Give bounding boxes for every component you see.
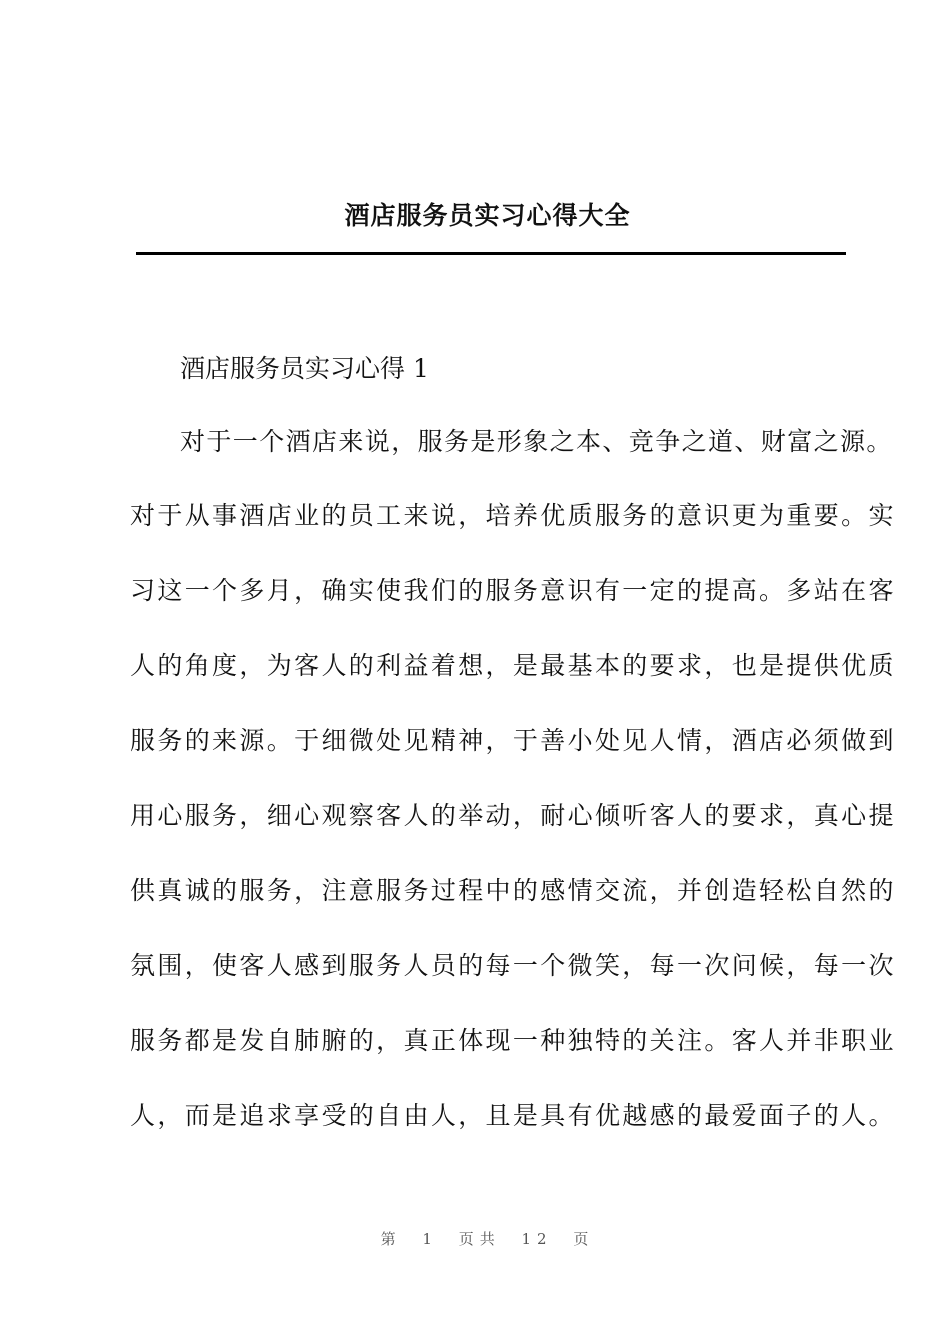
paragraph-line-3: 习这一个多月，确实使我们的服务意识有一定的提高。多站在客: [130, 576, 896, 605]
page-footer: 第 1 页共 12 页: [380, 1230, 595, 1248]
paragraph-line-7: 供真诚的服务，注意服务过程中的感情交流，并创造轻松自然的: [130, 876, 896, 905]
paragraph-line-4: 人的角度，为客人的利益着想，是最基本的要求，也是提供优质: [130, 651, 896, 680]
paragraph-line-2: 对于从事酒店业的员工来说，培养优质服务的意识更为重要。实: [130, 501, 896, 530]
paragraph-line-10: 人，而是追求享受的自由人，且是具有优越感的最爱面子的人。: [130, 1101, 896, 1130]
section-heading: 酒店服务员实习心得 1: [180, 354, 429, 383]
paragraph-line-5: 服务的来源。于细微处见精神，于善小处见人情，酒店必须做到: [130, 726, 896, 755]
document-title: 酒店服务员实习心得大全: [344, 201, 631, 230]
paragraph-line-6: 用心服务，细心观察客人的举动，耐心倾听客人的要求，真心提: [130, 801, 896, 830]
paragraph-line-1: 对于一个酒店来说，服务是形象之本、竞争之道、财富之源。: [180, 427, 893, 456]
title-underline: [136, 252, 846, 255]
paragraph-line-9: 服务都是发自肺腑的，真正体现一种独特的关注。客人并非职业: [130, 1026, 896, 1055]
paragraph-line-8: 氛围，使客人感到服务人员的每一个微笑，每一次问候，每一次: [130, 951, 896, 980]
